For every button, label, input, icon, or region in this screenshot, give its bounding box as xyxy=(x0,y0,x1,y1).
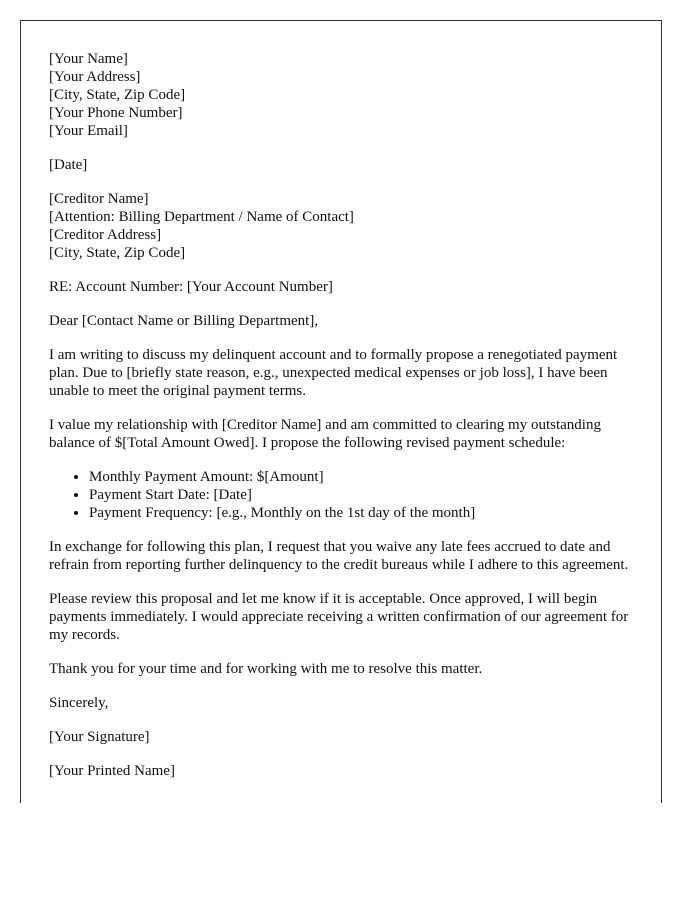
payment-schedule-list xyxy=(49,468,632,522)
re-line: RE: Account Number: [Your Account Number] xyxy=(49,279,333,295)
recipient-address: [Creditor Address] xyxy=(49,227,162,243)
list-item: • Monthly Payment Amount: $[Amount] xyxy=(89,468,632,486)
paragraph-proposal: I value my relationship with [Creditor Name] and am committed to clearing my outstanding balance of $[Total Amount Owed]. I propose the following revised payment schedule: xyxy=(49,417,601,451)
sender-city: [City, State, Zip Code] xyxy=(49,87,186,103)
sender-address: [Your Address] xyxy=(49,69,141,85)
list-item: • Payment Start Date: [Date] xyxy=(89,486,632,504)
letter-page xyxy=(20,20,662,803)
sender-name: [Your Name] xyxy=(49,51,128,67)
paragraph-request: In exchange for following this plan, I request that you waive any late fees accrued to date and refrain from reporting further delinquency to the credit bureaus while I adhere to this agreement. xyxy=(49,539,629,573)
recipient-attention: [Attention: Billing Department / Name of Contact] xyxy=(49,209,354,225)
list-item: • Payment Frequency: [e.g., Monthly on the 1st day of the month] xyxy=(89,504,632,522)
paragraph-reason: I am writing to discuss my delinquent account and to formally propose a renegotiated payment plan. Due to [briefly state reason, e.g., unexpected medical expenses or job loss], I have been unable to meet the original payment terms. xyxy=(49,347,618,399)
sender-block xyxy=(49,50,632,140)
paragraph-review: Please review this proposal and let me know if it is acceptable. Once approved, I will begin payments immediately. I would appreciate receiving a written confirmation of our agreement for my records. xyxy=(49,591,629,643)
recipient-block xyxy=(49,190,632,262)
printed-name: [Your Printed Name] xyxy=(49,763,175,779)
letter-date: [Date] xyxy=(49,157,88,173)
paragraph-thanks: Thank you for your time and for working with me to resolve this matter. xyxy=(49,661,483,677)
recipient-name: [Creditor Name] xyxy=(49,191,149,207)
closing: Sincerely, xyxy=(49,695,109,711)
recipient-city: [City, State, Zip Code] xyxy=(49,245,186,261)
sender-email: [Your Email] xyxy=(49,123,128,139)
signature: [Your Signature] xyxy=(49,729,150,745)
salutation: Dear [Contact Name or Billing Department], xyxy=(49,313,319,329)
sender-phone: [Your Phone Number] xyxy=(49,105,183,121)
